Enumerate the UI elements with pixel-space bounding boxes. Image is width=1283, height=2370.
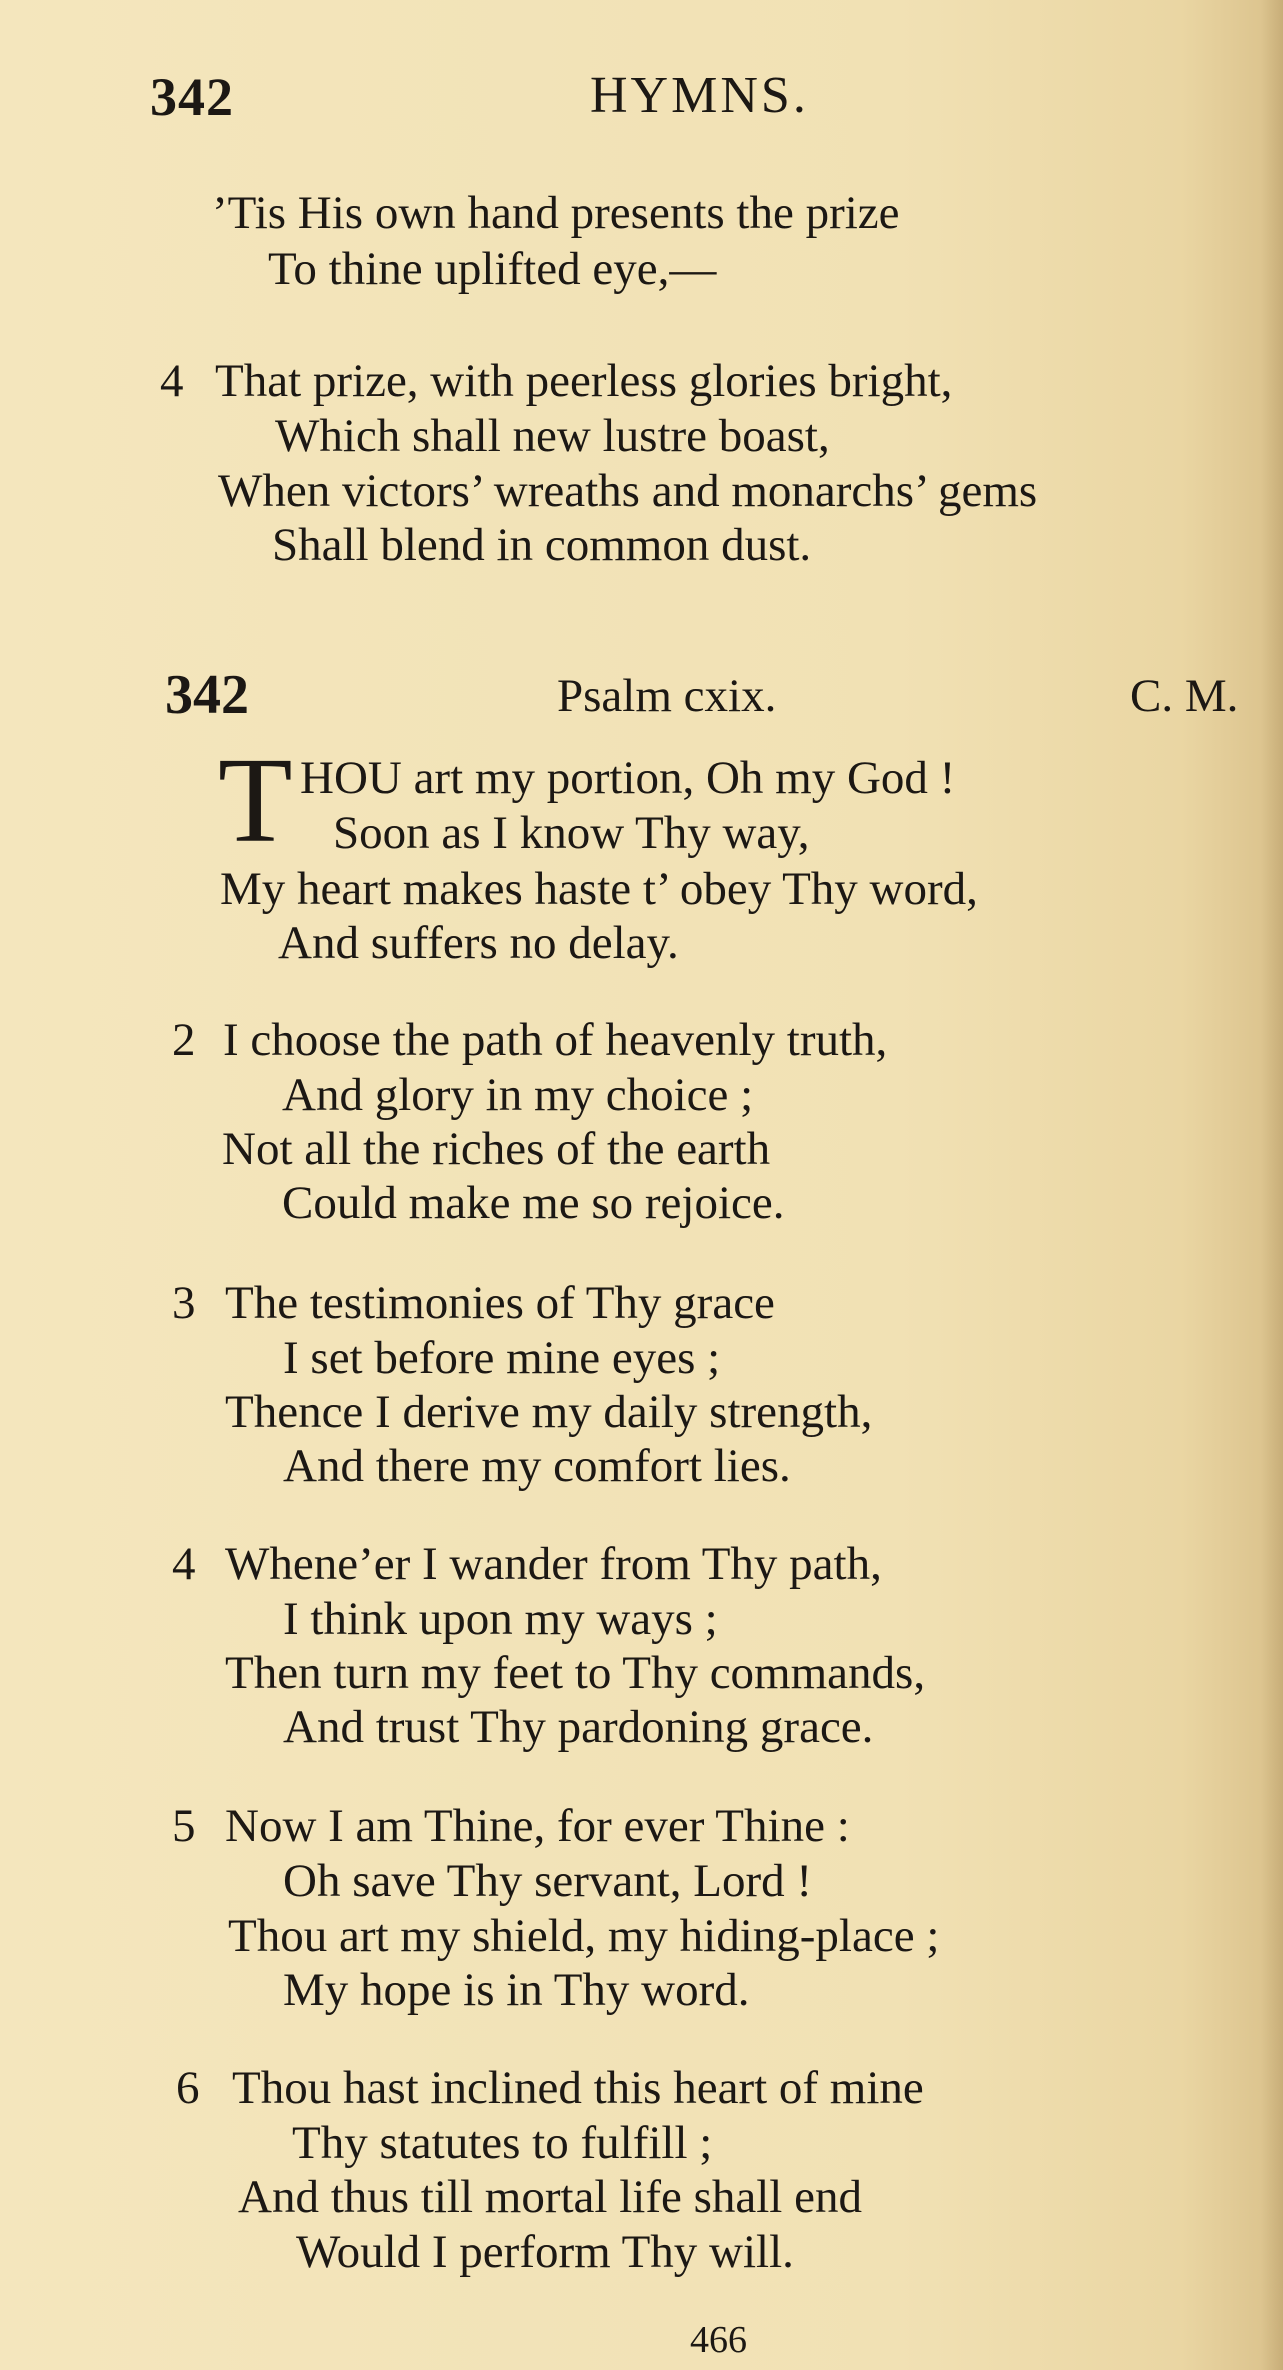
- page-footer-marker: 466: [690, 2319, 747, 2361]
- stanza-5-line-3: Thou art my shield, my hiding-place ;: [228, 1910, 940, 1962]
- stanza-5-line-1: Now I am Thine, for ever Thine :: [225, 1800, 850, 1852]
- stanza-2-line-1: I choose the path of heavenly truth,: [223, 1014, 888, 1066]
- page-number: 342: [150, 67, 234, 127]
- continuation-line-1: ’Tis His own hand presents the prize: [212, 187, 900, 239]
- stanza-1-line-4: And suffers no delay.: [278, 917, 679, 969]
- hymn-meter: C. M.: [1130, 670, 1239, 722]
- stanza-4-line-2: I think upon my ways ;: [283, 1593, 718, 1645]
- stanza-6-line-2: Thy statutes to fulfill ;: [292, 2117, 713, 2169]
- stanza-1-line-2: Soon as I know Thy way,: [333, 807, 810, 859]
- hymn-title: Psalm cxix.: [557, 670, 777, 722]
- stanza-3-line-3: Thence I derive my daily strength,: [225, 1386, 873, 1438]
- stanza-3-line-4: And there my comfort lies.: [283, 1440, 791, 1492]
- stanza-2-line-3: Not all the riches of the earth: [222, 1123, 771, 1175]
- stanza-4-line-4: And trust Thy pardoning grace.: [283, 1701, 874, 1753]
- stanza-5-line-2: Oh save Thy servant, Lord !: [283, 1855, 813, 1907]
- continuation-line-2: To thine uplifted eye,—: [268, 243, 717, 295]
- stanza-3-line-1: The testimonies of Thy grace: [225, 1277, 775, 1329]
- stanza-2-number: 2: [172, 1014, 196, 1066]
- prev-stanza-4-line-2: Which shall new lustre boast,: [275, 410, 830, 462]
- stanza-6-line-3: And thus till mortal life shall end: [238, 2171, 862, 2223]
- stanza-3-line-2: I set before mine eyes ;: [283, 1332, 721, 1384]
- stanza-4-line-1: Whene’er I wander from Thy path,: [225, 1538, 882, 1590]
- stanza-6-number: 6: [176, 2062, 200, 2114]
- hymn-heading: [0, 663, 1283, 726]
- stanza-2-line-2: And glory in my choice ;: [282, 1069, 754, 1121]
- page-edge-shadow: [1261, 0, 1283, 2370]
- stanza-5-number: 5: [172, 1800, 196, 1852]
- stanza-6-line-4: Would I perform Thy will.: [296, 2226, 794, 2278]
- page-header: [0, 66, 1283, 136]
- drop-cap: T: [218, 733, 293, 868]
- prev-stanza-4-line-4: Shall blend in common dust.: [272, 519, 812, 571]
- stanza-1-line-1: HOU art my portion, Oh my God !: [300, 752, 956, 804]
- stanza-4-number: 4: [172, 1538, 196, 1590]
- prev-stanza-4-line-1: That prize, with peerless glories bright,: [215, 355, 953, 407]
- stanza-2-line-4: Could make me so rejoice.: [282, 1177, 785, 1229]
- stanza-1-line-3: My heart makes haste t’ obey Thy word,: [220, 863, 978, 915]
- hymn-number: 342: [165, 664, 249, 726]
- stanza-5-line-4: My hope is in Thy word.: [283, 1964, 750, 2016]
- prev-stanza-4-number: 4: [160, 355, 184, 407]
- running-head: HYMNS.: [590, 67, 809, 124]
- stanza-3-number: 3: [172, 1277, 196, 1329]
- prev-stanza-4-line-3: When victors’ wreaths and monarchs’ gems: [218, 465, 1038, 517]
- stanza-6-line-1: Thou hast inclined this heart of mine: [232, 2062, 924, 2114]
- stanza-4-line-3: Then turn my feet to Thy commands,: [225, 1647, 926, 1699]
